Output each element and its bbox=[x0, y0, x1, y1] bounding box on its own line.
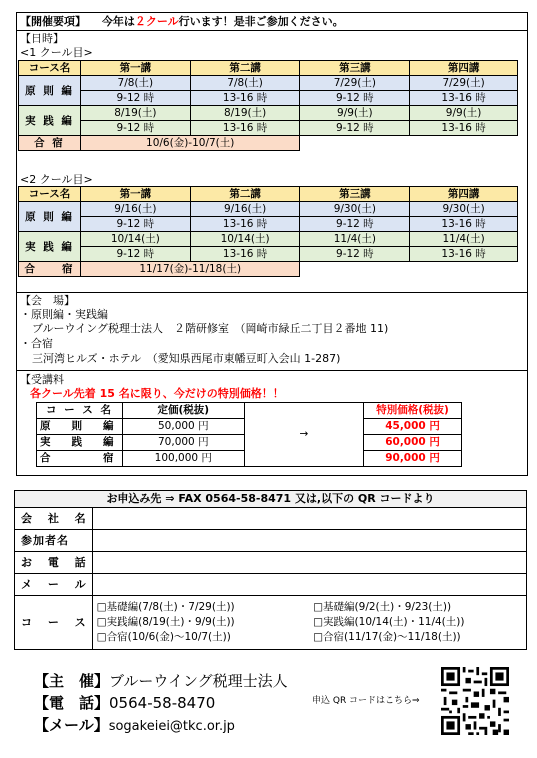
date-cell: 9/16(土) bbox=[80, 202, 190, 217]
col-lecture4: 第四講 bbox=[410, 61, 518, 76]
fee-row-special: 60,000 円 bbox=[364, 435, 462, 451]
time-cell: 9-12 時 bbox=[80, 247, 190, 262]
phone-label: お 電 話 bbox=[15, 552, 93, 574]
course-checkbox[interactable]: □合宿(11/17(金)～11/18(土)) bbox=[313, 631, 461, 643]
col-lecture2: 第二講 bbox=[190, 61, 300, 76]
fee-col-special: 特別価格(税抜) bbox=[364, 403, 462, 419]
table-row bbox=[19, 136, 518, 151]
lead-red: ２クール bbox=[134, 15, 179, 28]
time-cell: 9-12 時 bbox=[80, 217, 190, 232]
course2-title: <2 クール目> bbox=[20, 173, 93, 186]
outline-header bbox=[20, 15, 344, 28]
col-lecture4: 第四講 bbox=[410, 187, 518, 202]
date-cell: 11/4(土) bbox=[410, 232, 518, 247]
course-checkbox[interactable]: □実践編(10/14(土)・11/4(土)) bbox=[313, 616, 465, 628]
time-cell: 13-16 時 bbox=[410, 217, 518, 232]
date-cell: 9/30(土) bbox=[300, 202, 410, 217]
time-cell: 13-16 時 bbox=[190, 247, 300, 262]
date-cell: 7/8(土) bbox=[190, 76, 300, 91]
fee-col-price: 定価(税抜) bbox=[122, 403, 244, 419]
table-row bbox=[19, 91, 518, 106]
row-label: 合 宿 bbox=[19, 136, 81, 151]
row-label: 合 宿 bbox=[19, 262, 81, 277]
form-row bbox=[15, 596, 527, 650]
time-cell: 9-12 時 bbox=[300, 121, 410, 136]
table-row bbox=[19, 262, 518, 277]
table-row bbox=[19, 247, 518, 262]
date-cell: 7/29(土) bbox=[410, 76, 518, 91]
arrow-icon: → bbox=[244, 403, 363, 467]
divider bbox=[16, 30, 528, 31]
camp-dates: 11/17(金)-11/18(土) bbox=[80, 262, 300, 277]
camp-dates: 10/6(金)-10/7(土) bbox=[80, 136, 300, 151]
time-cell: 9-12 時 bbox=[300, 217, 410, 232]
mail-address[interactable]: sogakeiei@tkc.or.jp bbox=[108, 719, 235, 734]
date-cell: 8/19(土) bbox=[190, 106, 300, 121]
fee-heading: 【受講料 bbox=[20, 373, 64, 386]
time-cell: 9-12 時 bbox=[300, 247, 410, 262]
fee-row-price: 50,000 円 bbox=[122, 419, 244, 435]
fee-row-price: 70,000 円 bbox=[122, 435, 244, 451]
form-row bbox=[15, 530, 527, 552]
schedule-heading: 【日時】 bbox=[20, 32, 64, 45]
table-header-row bbox=[19, 187, 518, 202]
venue-item2: ・合宿 bbox=[20, 337, 53, 350]
col-lecture1: 第一講 bbox=[80, 61, 190, 76]
mail-field[interactable] bbox=[92, 574, 526, 596]
course-checkbox[interactable]: □実践編(8/19(土)・9/9(土)) bbox=[96, 616, 235, 628]
table-header-row bbox=[19, 61, 518, 76]
company-field[interactable] bbox=[92, 508, 526, 530]
date-cell: 9/30(土) bbox=[410, 202, 518, 217]
table-header-row bbox=[37, 403, 462, 419]
fee-row-price: 100,000 円 bbox=[122, 451, 244, 467]
col-lecture3: 第三講 bbox=[300, 61, 410, 76]
row-label: 実 践 編 bbox=[19, 106, 81, 136]
lead-post: 行います！是非ご参加ください。 bbox=[178, 15, 344, 28]
time-cell: 13-16 時 bbox=[190, 91, 300, 106]
col-course: コース名 bbox=[19, 187, 81, 202]
date-cell: 11/4(土) bbox=[300, 232, 410, 247]
course-checkbox[interactable]: □合宿(10/6(金)～10/7(土)) bbox=[96, 631, 231, 643]
fee-row-special: 90,000 円 bbox=[364, 451, 462, 467]
form-title-row bbox=[15, 491, 527, 508]
table-row bbox=[19, 121, 518, 136]
time-cell: 9-12 時 bbox=[80, 121, 190, 136]
date-cell: 9/9(土) bbox=[410, 106, 518, 121]
form-title: お申込み先 ⇒ FAX 0564-58-8471 又は,以下の QR コードより bbox=[15, 491, 527, 508]
fee-col-course: コ ー ス 名 bbox=[37, 403, 123, 419]
qr-note: 申込 QR コードはこちら⇒ bbox=[312, 696, 420, 706]
table-row bbox=[19, 106, 518, 121]
course1-table bbox=[18, 60, 518, 151]
time-cell: 13-16 時 bbox=[190, 217, 300, 232]
table-row bbox=[19, 202, 518, 217]
mail-line bbox=[34, 714, 235, 735]
table-row bbox=[19, 217, 518, 232]
organizer-label: 【主 催】 bbox=[34, 672, 110, 690]
form-row bbox=[15, 552, 527, 574]
venue-heading: 【会 場】 bbox=[20, 294, 75, 307]
time-cell: 13-16 時 bbox=[190, 121, 300, 136]
venue-item1: ・原則編・実践編 bbox=[20, 308, 108, 321]
date-cell: 7/8(土) bbox=[80, 76, 190, 91]
row-label: 原 則 編 bbox=[19, 76, 81, 106]
time-cell: 13-16 時 bbox=[410, 91, 518, 106]
outline-tag: 【開催要項】 bbox=[20, 15, 86, 28]
course-options-left bbox=[92, 596, 309, 650]
qr-code-icon[interactable] bbox=[441, 667, 509, 735]
date-cell: 8/19(土) bbox=[80, 106, 190, 121]
mail-footer-label: 【メール】 bbox=[34, 716, 109, 734]
venue-item2-detail: 三河湾ヒルズ・ホテル （愛知県西尾市東幡豆町入会山 1-287) bbox=[32, 352, 341, 365]
date-cell: 9/9(土) bbox=[300, 106, 410, 121]
tel-label: 【電 話】 bbox=[34, 694, 110, 712]
course2-table bbox=[18, 186, 518, 277]
company-label: 会 社 名 bbox=[15, 508, 93, 530]
col-lecture2: 第二講 bbox=[190, 187, 300, 202]
time-cell: 9-12 時 bbox=[80, 91, 190, 106]
time-cell: 13-16 時 bbox=[410, 247, 518, 262]
col-course: コース名 bbox=[19, 61, 81, 76]
mail-label: メ ー ル bbox=[15, 574, 93, 596]
divider bbox=[16, 292, 528, 293]
tel-line bbox=[34, 692, 215, 713]
course-options-right bbox=[309, 596, 526, 650]
form-row bbox=[15, 508, 527, 530]
tel-number: 0564-58-8470 bbox=[109, 694, 216, 712]
order-form bbox=[14, 490, 527, 650]
organizer-line bbox=[34, 670, 288, 691]
course-checkbox[interactable]: □基礎編(7/8(土)・7/29(土)) bbox=[96, 601, 235, 613]
attendee-label: 参加者名 bbox=[15, 530, 93, 552]
attendee-field[interactable] bbox=[92, 530, 526, 552]
row-label: 実 践 編 bbox=[19, 232, 81, 262]
course1-title: <1 クール目> bbox=[20, 46, 93, 59]
fee-row-name: 原 則 編 bbox=[37, 419, 123, 435]
fee-notice: 各クール先着 15 名に限り、今だけの特別価格！！ bbox=[30, 387, 284, 400]
date-cell: 7/29(土) bbox=[300, 76, 410, 91]
fee-row-name: 合 宿 bbox=[37, 451, 123, 467]
lead-pre: 今年は bbox=[101, 15, 135, 28]
form-row bbox=[15, 574, 527, 596]
row-label: 原 則 編 bbox=[19, 202, 81, 232]
table-row bbox=[19, 232, 518, 247]
course-label: コ ー ス bbox=[15, 596, 93, 650]
phone-field[interactable] bbox=[92, 552, 526, 574]
fee-table bbox=[36, 402, 462, 467]
col-lecture3: 第三講 bbox=[300, 187, 410, 202]
date-cell: 10/14(土) bbox=[190, 232, 300, 247]
divider bbox=[16, 370, 528, 371]
date-cell: 9/16(土) bbox=[190, 202, 300, 217]
col-lecture1: 第一講 bbox=[80, 187, 190, 202]
fee-row-special: 45,000 円 bbox=[364, 419, 462, 435]
time-cell: 13-16 時 bbox=[410, 121, 518, 136]
organizer-name: ブルーウイング税理士法人 bbox=[109, 672, 288, 690]
time-cell: 9-12 時 bbox=[300, 91, 410, 106]
date-cell: 10/14(土) bbox=[80, 232, 190, 247]
course-checkbox[interactable]: □基礎編(9/2(土)・9/23(土)) bbox=[313, 601, 452, 613]
table-row bbox=[19, 76, 518, 91]
venue-item1-detail: ブルーウイング税理士法人 ２階研修室 （岡崎市緑丘二丁目２番地 11) bbox=[32, 322, 389, 335]
fee-row-name: 実 践 編 bbox=[37, 435, 123, 451]
